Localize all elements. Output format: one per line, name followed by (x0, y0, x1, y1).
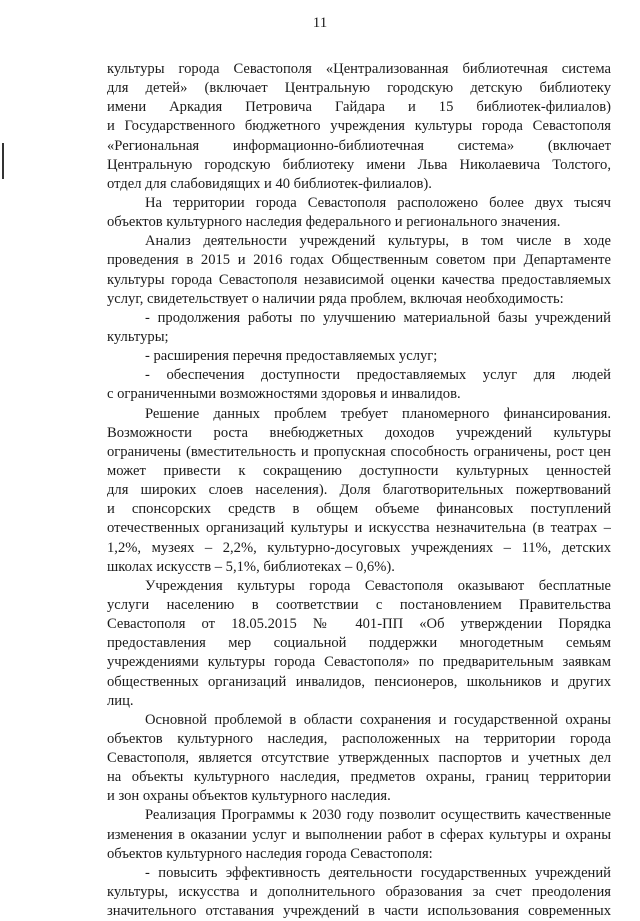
text-line: услуги населению в соответствии с постановлением Правительства (107, 596, 611, 613)
text-line: и Государственного бюджетного учреждения культуры города Севастополя (107, 118, 611, 135)
text-line: лиц. (107, 692, 134, 709)
paragraph (107, 577, 611, 711)
paragraph (107, 347, 611, 366)
paragraph (107, 366, 611, 404)
text-line: для широких слоев населения). Доля благотворительных пожертвований (107, 482, 611, 499)
text-line: культуры; (107, 328, 169, 345)
text-line: культуры города Севастополя независимой оценки качества предоставляемых (107, 271, 611, 288)
paragraph (107, 309, 611, 347)
text-line: отечественных организаций культуры и искусства незначительна (в театрах – (107, 520, 611, 537)
text-line: 1,2%, музеях – 2,2%, культурно-досуговых учреждениях – 11%, детских (107, 539, 611, 556)
paragraph (107, 711, 611, 807)
paragraph (107, 60, 611, 194)
text-line: Учреждения культуры города Севастополя оказывают бесплатные (145, 577, 611, 594)
text-line: учреждениями культуры города Севастополя» по предварительным заявкам (107, 654, 611, 671)
text-line: Реализация Программы к 2030 году позволит осуществить качественные (145, 807, 611, 824)
text-line: Основной проблемой в области сохранения и государственной охраны (145, 711, 611, 728)
text-line: объектов культурного наследия города Севастополя: (107, 845, 433, 862)
text-line: Севастополя, является отсутствие утвержденных паспортов и учетных дел (107, 750, 611, 767)
text-line: - повысить эффективность деятельности государственных учреждений (145, 864, 611, 881)
text-line: Севастополя от 18.05.2015 № 401-ПП «Об утверждении Порядка (107, 616, 611, 633)
paragraph (107, 806, 611, 863)
text-line: культуры, искусства и дополнительного образования за счет преодоления (107, 884, 611, 901)
page-number: 11 (312, 15, 328, 31)
text-line: - обеспечения доступности предоставляемых услуг для людей (145, 367, 611, 384)
margin-mark (2, 143, 4, 179)
text-line: «Региональная информационно-библиотечная система» (включает (107, 137, 611, 154)
text-line: Центральную городскую библиотеку имени Льва Николаевича Толстого, (107, 156, 611, 173)
text-line: для детей» (включает Центральную городскую детскую библиотеку (107, 80, 611, 97)
text-line: и зон охраны объектов культурного наследия. (107, 788, 391, 805)
paragraph (107, 232, 611, 309)
paragraph (107, 194, 611, 232)
text-line: объектов культурного наследия, расположенных на территории города (107, 730, 611, 747)
text-line: На территории города Севастополя расположено более двух тысяч (145, 194, 611, 211)
text-line: школах искусств – 5,1%, библиотеках – 0,6%). (107, 558, 395, 575)
document-body (107, 60, 611, 921)
text-line: - продолжения работы по улучшению материальной базы учреждений (145, 309, 611, 326)
text-line: значительного отставания учреждений в части использования современных (107, 903, 611, 920)
text-line: Решение данных проблем требует планомерного финансирования. (145, 405, 611, 422)
text-line: и спонсорских средств в общем объеме финансовых поступлений (107, 501, 611, 518)
paragraph (107, 864, 611, 921)
text-line: проведения в 2015 и 2016 годах Общественным советом при Департаменте (107, 252, 611, 269)
text-line: Возможности роста внебюджетных доходов учреждений культуры (107, 424, 611, 441)
text-line: культуры города Севастополя «Централизованная библиотечная система (107, 61, 611, 77)
text-line: на объекты культурного наследия, предметов охраны, границ территории (107, 769, 611, 786)
text-line: отдел для слабовидящих и 40 библиотек-филиалов). (107, 175, 432, 192)
text-line: общественных организаций инвалидов, пенсионеров, школьников и других (107, 673, 611, 690)
text-line: изменения в оказании услуг и выполнении работ в сферах культуры и охраны (107, 826, 611, 843)
paragraph (107, 405, 611, 577)
text-line: предоставления мер социальной поддержки многодетным семьям (107, 635, 611, 652)
text-line: имени Аркадия Петровича Гайдара и 15 библиотек-филиалов) (107, 99, 611, 116)
text-line: услуг, свидетельствует о наличии ряда проблем, включая необходимость: (107, 290, 564, 307)
text-line: - расширения перечня предоставляемых услуг; (145, 348, 438, 365)
text-line: с ограниченными возможностями здоровья и инвалидов. (107, 386, 461, 403)
text-line: может привести к сокращению доступности культурных ценностей (107, 462, 611, 479)
text-line: ограничены (вместительность и пропускная способность ограничены, рост цен (107, 443, 611, 460)
text-line: Анализ деятельности учреждений культуры, в том числе в ходе (145, 233, 611, 250)
text-line: объектов культурного наследия федерального и регионального значения. (107, 214, 561, 231)
